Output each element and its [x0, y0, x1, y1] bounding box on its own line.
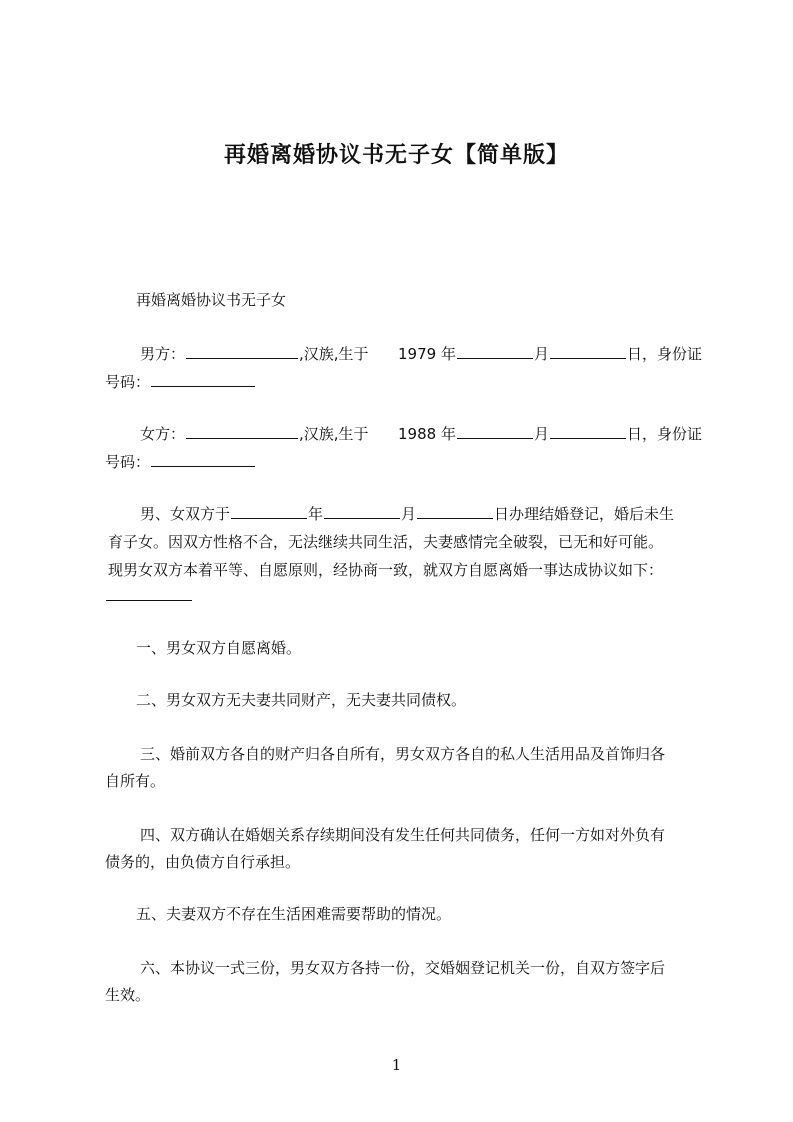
intro-prefix: 男、女双方于 [140, 505, 231, 523]
intro-line2: 育子女。因双方性格不合，无法继续共同生活，夫妻感情完全破裂，已无和好可能。 [108, 533, 664, 551]
clause-6-line2: 生效。 [105, 986, 151, 1004]
man-month-label: 月 [533, 345, 549, 363]
woman-birth-line [398, 424, 702, 444]
woman-birth-year: 1988 [398, 425, 437, 443]
clause-4-line1: 四、双方确认在婚姻关系存续期间没有发生任何共同债务，任何一方如对外负有 [140, 826, 666, 844]
man-day-label: 日，身份证 [627, 345, 703, 363]
man-info-line1 [140, 344, 369, 364]
man-id-label: 号码： [105, 373, 151, 391]
marriage-year-blank[interactable] [231, 504, 307, 519]
woman-day-blank[interactable] [550, 424, 626, 439]
man-birth-year: 1979 [398, 345, 437, 363]
man-id-line [105, 372, 256, 392]
clause-1: 一、男女双方自愿离婚。 [136, 639, 302, 657]
woman-year-label: 年 [440, 425, 456, 443]
intro-trailing-blank-line [105, 586, 193, 606]
man-year-label: 年 [440, 345, 456, 363]
woman-info-line1 [140, 424, 369, 444]
man-ethnicity-text: ,汉族,生于 [299, 345, 369, 363]
document-title: 再婚离婚协议书无子女【简单版】 [223, 143, 569, 168]
man-label: 男方： [140, 345, 186, 363]
clause-3-line2: 自所有。 [105, 772, 166, 790]
woman-month-blank[interactable] [457, 424, 533, 439]
woman-day-label: 日，身份证 [627, 425, 703, 443]
marriage-month-blank[interactable] [324, 504, 400, 519]
intro-year-label: 年 [308, 505, 324, 523]
woman-label: 女方： [140, 425, 186, 443]
clause-6-line1: 六、本协议一式三份，男女双方各持一份，交婚姻登记机关一份，自双方签字后 [140, 959, 666, 977]
woman-month-label: 月 [533, 425, 549, 443]
intro-trailing-blank[interactable] [106, 586, 192, 601]
woman-id-line [105, 452, 256, 472]
document-subtitle: 再婚离婚协议书无子女 [136, 291, 287, 309]
man-day-blank[interactable] [550, 344, 626, 359]
clause-3-line1: 三、婚前双方各自的财产归各自所有，男女双方各自的私人生活用品及首饰归各 [140, 745, 666, 763]
woman-id-blank[interactable] [151, 452, 255, 467]
clause-4-line2: 债务的，由负债方自行承担。 [105, 853, 301, 871]
man-birth-line [398, 344, 702, 364]
woman-ethnicity-text: ,汉族,生于 [299, 425, 369, 443]
marriage-day-blank[interactable] [417, 504, 493, 519]
woman-id-label: 号码： [105, 453, 151, 471]
man-id-blank[interactable] [151, 372, 255, 387]
clause-5: 五、夫妻双方不存在生活困难需要帮助的情况。 [136, 905, 452, 923]
man-month-blank[interactable] [457, 344, 533, 359]
intro-month-label: 月 [401, 505, 417, 523]
intro-day-suffix: 日办理结婚登记，婚后未生 [494, 505, 675, 523]
woman-name-blank[interactable] [186, 424, 298, 439]
clause-2: 二、男女双方无夫妻共同财产，无夫妻共同债权。 [136, 691, 467, 709]
page-number: 1 [391, 1056, 402, 1074]
intro-line3: 现男女双方本着平等、自愿原则，经协商一致，就双方自愿离婚一事达成协议如下： [108, 561, 664, 579]
man-name-blank[interactable] [186, 344, 298, 359]
intro-line1 [140, 504, 674, 524]
